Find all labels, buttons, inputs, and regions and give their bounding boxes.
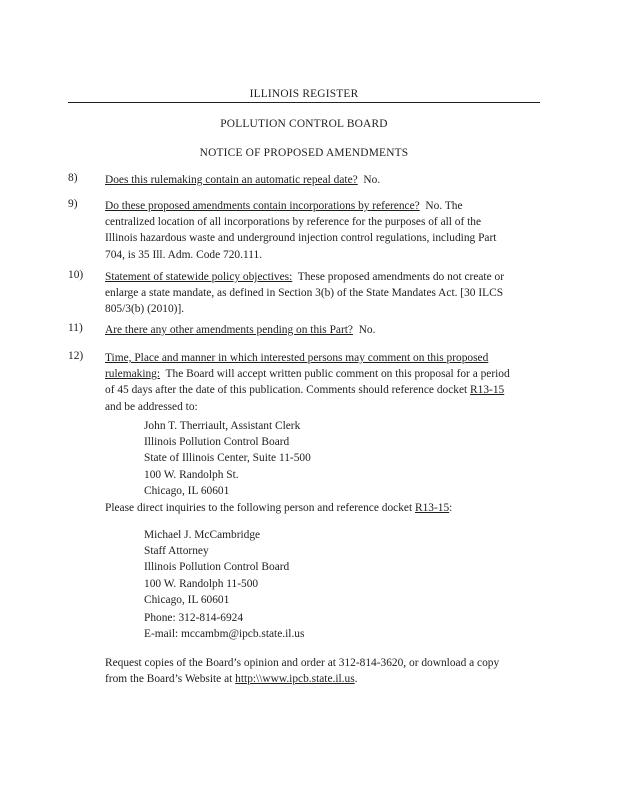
address-line: Chicago, IL 60601	[144, 484, 230, 497]
copies-line: from the Board’s Website at	[105, 673, 233, 686]
item-body	[105, 269, 531, 318]
address-line: 100 W. Randolph St.	[144, 468, 239, 481]
address-line: Michael J. McCambridge	[144, 529, 261, 541]
item-answer: No.	[358, 324, 376, 336]
docket-number: R13-15	[414, 502, 450, 514]
item-question: Time, Place and manner in which interested persons may comment on this proposed	[105, 352, 489, 364]
address-line: Illinois Pollution Control Board	[144, 561, 290, 574]
inquiries-line	[105, 500, 452, 516]
item-body	[105, 350, 531, 415]
contact-info	[144, 610, 304, 642]
inquiries-colon: :	[449, 502, 453, 514]
register-header: ILLINOIS REGISTER	[249, 88, 359, 100]
item-body	[105, 322, 531, 338]
item-answer: No. The	[425, 200, 463, 212]
attorney-address	[144, 527, 289, 608]
item-answer: These proposed amendments do not create or	[297, 271, 504, 283]
item-answer-line: Illinois hazardous waste and underground injection control regulations, including Part	[105, 232, 497, 245]
item-answer-line: and be addressed to:	[105, 400, 198, 413]
item-number: 12)	[68, 350, 84, 362]
item-answer-line: 704, is 35 Ill. Adm. Code 720.111.	[105, 248, 263, 261]
address-line: Illinois Pollution Control Board	[144, 436, 290, 449]
address-line: State of Illinois Center, Suite 11-500	[144, 452, 311, 465]
item-question: Statement of statewide policy objectives:	[105, 271, 293, 283]
item-question: rulemaking:	[105, 368, 161, 381]
item-answer-line: of 45 days after the date of this publication. Comments should reference docket	[105, 384, 468, 397]
header-rule	[68, 102, 540, 103]
item-question: Are there any other amendments pending on this Part?	[105, 324, 353, 336]
item-answer-line: centralized location of all incorporations by reference for the purposes of all of the	[105, 216, 482, 229]
item-answer-line: enlarge a state mandate, as defined in Section 3(b) of the State Mandates Act. [30 ILCS	[105, 287, 504, 300]
phone-number: Phone: 312-814-6924	[144, 612, 244, 624]
email-address: E-mail: mccambm@ipcb.state.il.us	[144, 628, 305, 641]
agency-title: POLLUTION CONTROL BOARD	[220, 118, 388, 130]
item-body	[105, 198, 531, 263]
item-answer: No.	[363, 174, 381, 186]
item-number: 9)	[68, 198, 78, 210]
item-number: 10)	[68, 269, 84, 281]
notice-title: NOTICE OF PROPOSED AMENDMENTS	[199, 147, 409, 159]
copies-period: .	[354, 673, 358, 686]
docket-number: R13-15	[470, 384, 505, 397]
item-answer-line: 805/3(b) (2010)].	[105, 303, 185, 316]
address-line: John T. Therriault, Assistant Clerk	[144, 420, 301, 432]
item-question: Does this rulemaking contain an automatic repeal date?	[105, 174, 358, 186]
item-number: 8)	[68, 172, 78, 184]
inquiries-text: Please direct inquiries to the following person and reference docket	[105, 502, 413, 514]
item-answer: The Board will accept written public comment on this proposal for a period	[165, 368, 510, 381]
item-number: 11)	[68, 322, 83, 334]
copies-line: Request copies of the Board’s opinion and order at 312-814-3620, or download a copy	[105, 657, 500, 669]
copies-paragraph	[105, 655, 499, 687]
item-question: Do these proposed amendments contain incorporations by reference?	[105, 200, 420, 212]
address-line: 100 W. Randolph 11-500	[144, 577, 259, 590]
item-body	[105, 172, 531, 188]
clerk-address	[144, 418, 311, 499]
website-link[interactable]: http:\\www.ipcb.state.il.us	[235, 673, 355, 686]
address-line: Chicago, IL 60601	[144, 593, 230, 606]
address-line: Staff Attorney	[144, 545, 209, 558]
